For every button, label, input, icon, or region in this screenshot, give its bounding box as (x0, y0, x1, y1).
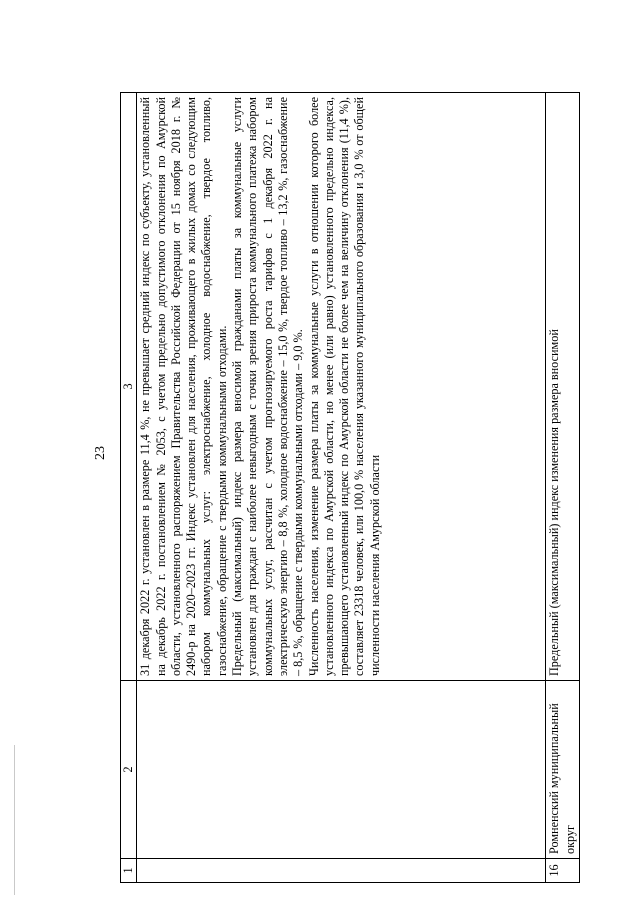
margin-line (14, 745, 15, 895)
table-row (137, 93, 546, 883)
table-row (546, 93, 580, 883)
index-table (120, 92, 580, 883)
paragraph: Предельный (максимальный) индекс размера вносимой гражданами платы за коммунальные услуги установлен для граждан с наиболее невыгодным с точки зрения прироста коммунального платежа набором коммунальных услуг, рассчитан с учетом прогнозируемого роста тарифов с 1 декабря 2022 г. на электрическую энергию – 8,8 %, холодное водоснабжение – 15,0 %, твердое топливо – 13,2 %, газоснабжение – 8,5 %, обращение с твердыми коммунальными отходами – 9,0 %. (230, 97, 306, 676)
description-cell (137, 93, 546, 681)
description-cell (546, 93, 580, 681)
header-col-1: 1 (121, 859, 137, 883)
row-number: 16 (546, 859, 580, 883)
paragraph: Предельный (максимальный) индекс изменения размера вносимой (547, 329, 562, 676)
row-number (137, 859, 546, 883)
territory-name: Ромненский муниципальный округ (546, 681, 580, 859)
territory-name (137, 681, 546, 859)
paragraph: Численность населения, изменение размера платы за коммунальные услуги в отношении которого более установленного индекса по Амурской области, но менее (или равно) установленного предельно индекса, превышающего установленный индекс по Амурской области не более чем на величину отклонения (11,4 %), составляет 23318 человек, или 100,0 % населения указанного муниципального образования и 3,0 % от общей численности населения Амурской области (306, 97, 382, 676)
header-col-2: 2 (121, 681, 137, 859)
header-col-3: 3 (121, 93, 137, 681)
rotated-table-container (120, 93, 580, 883)
page-number: 23 (93, 446, 108, 460)
paragraph: 31 декабря 2022 г. установлен в размере 11,4 %, не превышает средний индекс по субъекту, установленный на декабрь 2022 г. постановлением № 2053, с учетом предельно допустимого отклонения по Амурской области, установленного распоряжением Правительства Российской Федерации от 15 ноября 2018 г. № 2490-р на 2020–2023 гг. Индекс установлен для населения, проживающего в жилых домах со следующим набором коммунальных услуг: электроснабжение, холодное водоснабжение, твердое топливо, газоснабжение, обращение с твердыми коммунальными отходами. (138, 97, 229, 676)
header-row (121, 93, 137, 883)
